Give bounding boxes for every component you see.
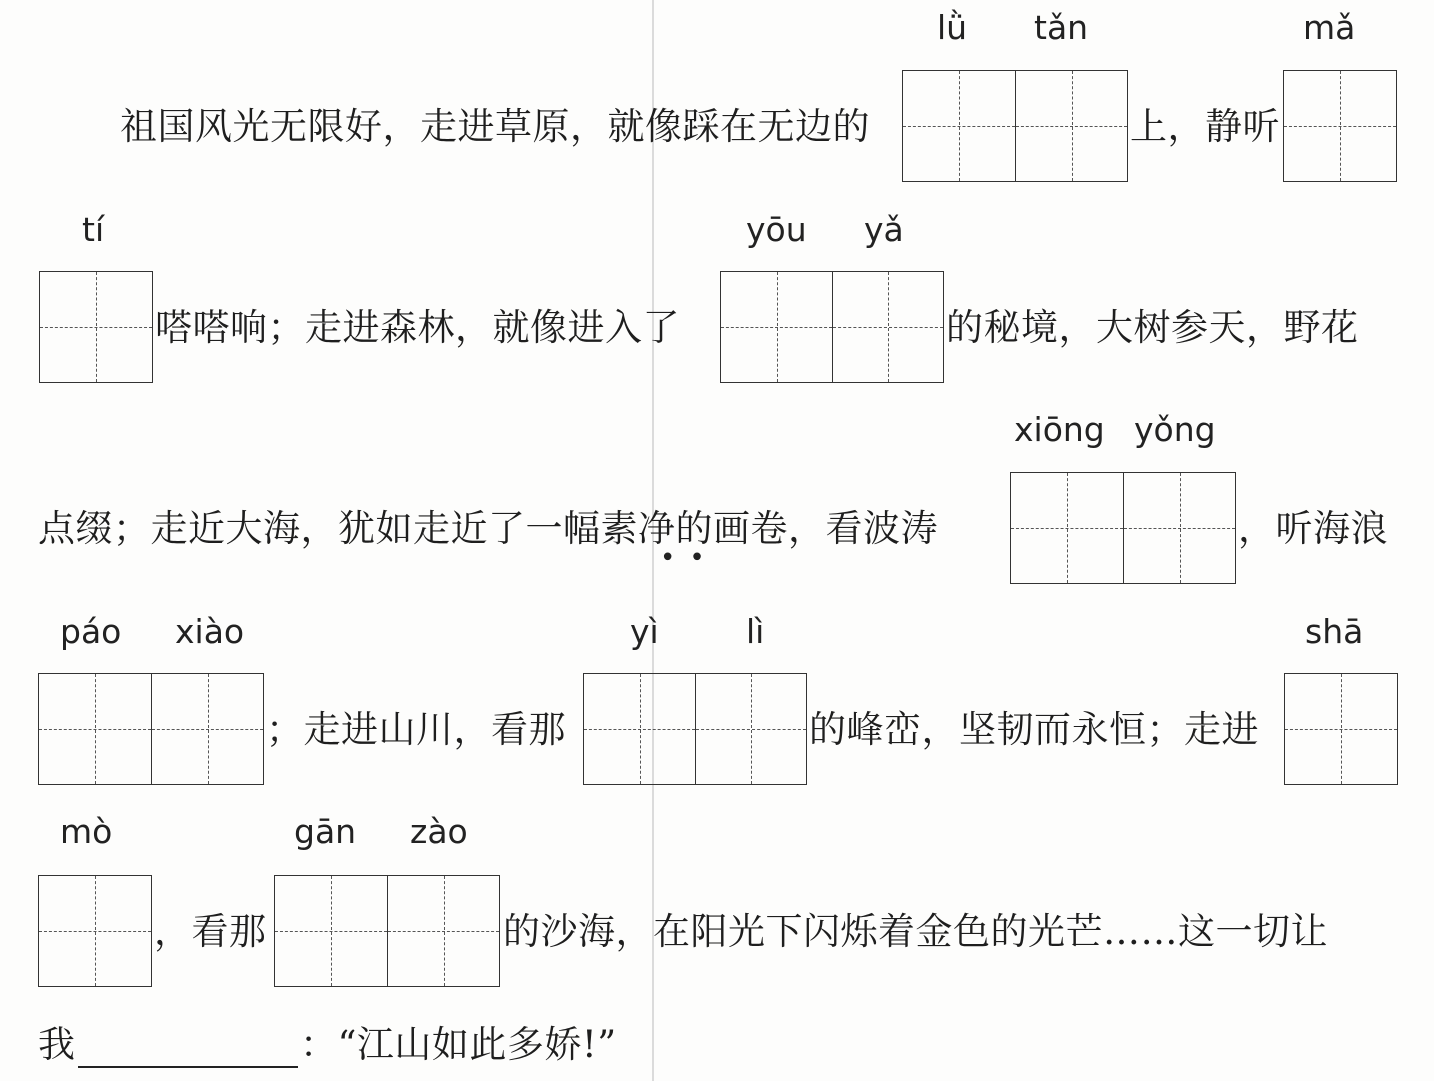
- answer-box-yi-li[interactable]: [583, 673, 807, 785]
- char-cell[interactable]: [1285, 674, 1397, 784]
- pinyin-tan: tǎn: [1034, 8, 1089, 47]
- char-cell[interactable]: [721, 272, 832, 382]
- text-segment: ，听海浪: [1238, 507, 1388, 550]
- char-cell[interactable]: [275, 876, 387, 986]
- answer-box-lu-tan[interactable]: [902, 70, 1128, 182]
- char-cell[interactable]: [387, 876, 499, 986]
- answer-box-mo[interactable]: [38, 875, 152, 987]
- text-segment: ，看那: [154, 910, 267, 953]
- pinyin-ti: tí: [82, 210, 105, 249]
- pinyin-yong: yǒng: [1134, 410, 1216, 449]
- char-cell[interactable]: [39, 674, 151, 784]
- pinyin-ya: yǎ: [864, 210, 904, 249]
- char-cell[interactable]: [39, 876, 151, 986]
- char-cell[interactable]: [1011, 473, 1123, 583]
- pinyin-pao: páo: [60, 612, 122, 651]
- row-5: [0, 875, 1434, 987]
- text-segment: 的秘境，大树参天，野花: [946, 306, 1359, 349]
- pinyin-yi: yì: [630, 612, 659, 651]
- char-cell[interactable]: [151, 674, 263, 784]
- char-cell[interactable]: [1284, 71, 1396, 181]
- answer-box-sha[interactable]: [1284, 673, 1398, 785]
- pinyin-gan: gān: [294, 812, 357, 851]
- char-cell[interactable]: [1015, 71, 1127, 181]
- answer-box-pao-xiao[interactable]: [38, 673, 264, 785]
- answer-box-xiong-yong[interactable]: [1010, 472, 1236, 584]
- char-cell[interactable]: [1123, 473, 1235, 583]
- emphasis-dots: ••: [660, 543, 719, 573]
- pinyin-li: lì: [746, 612, 765, 651]
- char-cell[interactable]: [832, 272, 943, 382]
- text-segment: 点缀；走近大海，犹如走近了一幅素净的画卷，看波涛: [38, 507, 938, 550]
- answer-box-ti[interactable]: [39, 271, 153, 383]
- pinyin-lu: lǜ: [937, 8, 968, 47]
- text-segment: 上，静听: [1130, 105, 1280, 148]
- text-segment: ：“江山如此多娇!”: [300, 1023, 617, 1066]
- char-cell[interactable]: [584, 674, 695, 784]
- pinyin-mo: mò: [60, 812, 113, 851]
- text-segment: 祖国风光无限好，走进草原，就像踩在无边的: [120, 105, 870, 148]
- fill-in-blank[interactable]: [78, 1066, 298, 1068]
- pinyin-xiong: xiōng: [1014, 410, 1105, 449]
- pinyin-zao: zào: [410, 812, 468, 851]
- pinyin-you: yōu: [746, 210, 807, 249]
- row-2: [0, 271, 1434, 383]
- answer-box-you-ya[interactable]: [720, 271, 944, 383]
- text-segment: 嗒嗒响；走进森林，就像进入了: [155, 306, 680, 349]
- char-cell[interactable]: [40, 272, 152, 382]
- answer-box-gan-zao[interactable]: [274, 875, 500, 987]
- pinyin-ma: mǎ: [1303, 8, 1356, 47]
- text-segment: 的峰峦，坚韧而永恒；走进: [809, 708, 1259, 751]
- answer-box-ma[interactable]: [1283, 70, 1397, 182]
- char-cell[interactable]: [695, 674, 806, 784]
- row-4: [0, 673, 1434, 785]
- text-segment: ；走进山川，看那: [266, 708, 566, 751]
- text-segment: 的沙海，在阳光下闪烁着金色的光芒……这一切让: [503, 910, 1328, 953]
- row-1: [0, 70, 1434, 182]
- text-segment: 我: [38, 1023, 76, 1066]
- char-cell[interactable]: [903, 71, 1015, 181]
- pinyin-sha: shā: [1305, 612, 1364, 651]
- pinyin-xiao: xiào: [175, 612, 245, 651]
